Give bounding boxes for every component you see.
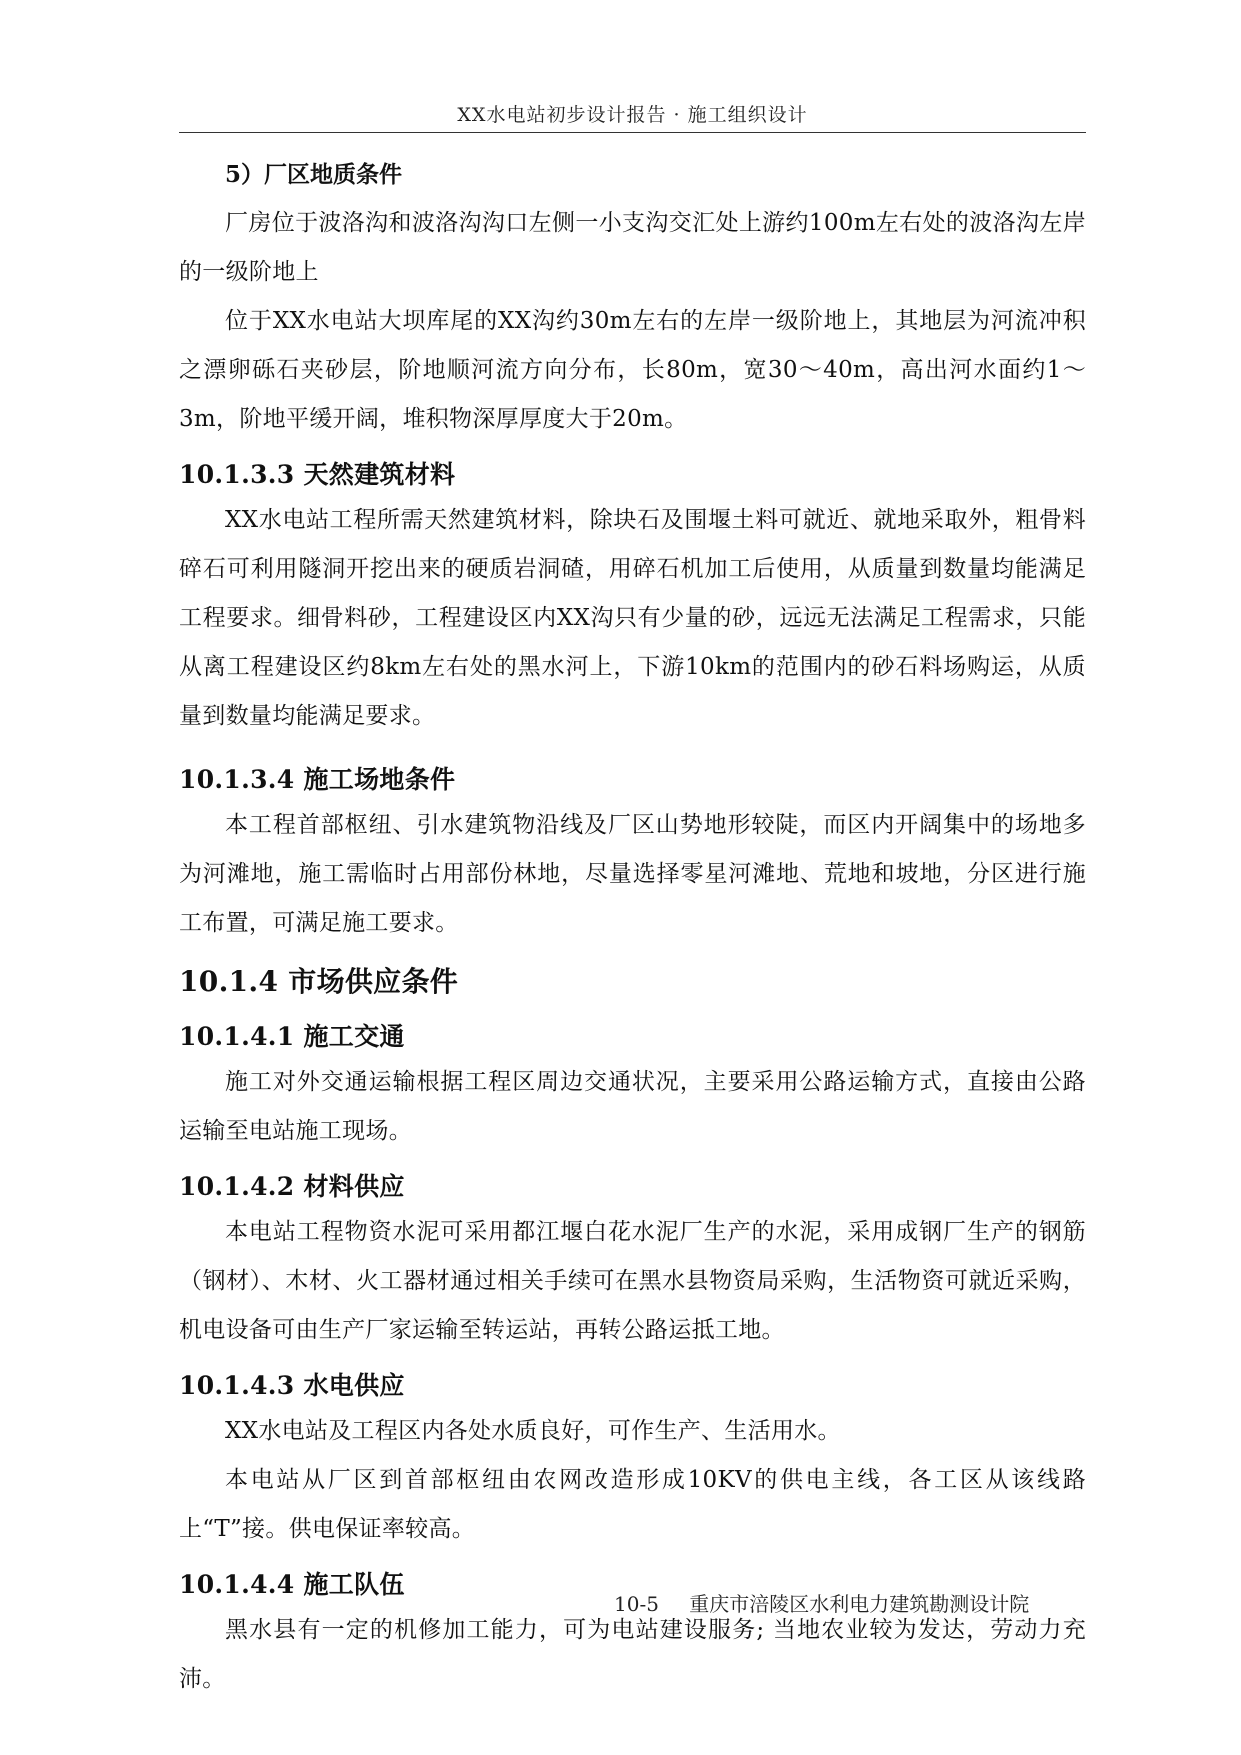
section-heading-5: 5）厂区地质条件 — [225, 161, 403, 188]
document-body — [179, 150, 1086, 1704]
paragraph: XX水电站工程所需天然建筑材料，除块石及围堰土料可就近、就地采取外，粗骨料碎石可利用隧洞开挖出来的硬质岩洞碴，用碎石机加工后使用，从质量到数量均能满足工程要求。细骨料砂，工程建设区内XX沟只有少量的砂，远远无法满足工程需求，只能从离工程建设区约8km左右处的黑水河上，下游10km的范围内的砂石料场购运，从质量到数量均能满足要求。 — [179, 507, 1086, 729]
paragraph: 厂房位于波洛沟和波洛沟沟口左侧一小支沟交汇处上游约100m左右处的波洛沟左岸的一级阶地上 — [179, 210, 1086, 285]
running-header: XX水电站初步设计报告 · 施工组织设计 — [457, 104, 808, 126]
section-heading-10-1-4-2: 10.1.4.2 材料供应 — [179, 1172, 405, 1201]
paragraph: 本电站工程物资水泥可采用都江堰白花水泥厂生产的水泥，采用成钢厂生产的钢筋（钢材）、木材、火工器材通过相关手续可在黑水县物资局采购，生活物资可就近采购，机电设备可由生产厂家运输至转运站，再转公路运抵工地。 — [179, 1219, 1086, 1343]
section-heading-10-1-4-4: 10.1.4.4 施工队伍 — [179, 1570, 405, 1599]
section-heading-10-1-4: 10.1.4 市场供应条件 — [179, 965, 459, 998]
section-heading-10-1-3-3: 10.1.3.3 天然建筑材料 — [179, 460, 456, 489]
paragraph: 本工程首部枢纽、引水建筑物沿线及厂区山势地形较陡，而区内开阔集中的场地多为河滩地，施工需临时占用部份林地，尽量选择零星河滩地、荒地和坡地，分区进行施工布置，可满足施工要求。 — [179, 812, 1086, 936]
section-heading-10-1-4-3: 10.1.4.3 水电供应 — [179, 1371, 405, 1400]
paragraph: 施工对外交通运输根据工程区周边交通状况，主要采用公路运输方式，直接由公路运输至电站施工现场。 — [179, 1069, 1086, 1144]
section-heading-10-1-4-1: 10.1.4.1 施工交通 — [179, 1022, 405, 1051]
page-number: 10-5 — [614, 1592, 659, 1616]
paragraph: 本电站从厂区到首部枢纽由农网改造形成10KV的供电主线，各工区从该线路上“T”接。供电保证率较高。 — [179, 1467, 1086, 1542]
paragraph: 位于XX水电站大坝库尾的XX沟约30m左右的左岸一级阶地上，其地层为河流冲积之漂卵砾石夹砂层，阶地顺河流方向分布，长80m，宽30～40m，高出河水面约1～3m，阶地平缓开阔，堆积物深厚厚度大于20m。 — [179, 308, 1086, 432]
section-heading-10-1-3-4: 10.1.3.4 施工场地条件 — [179, 765, 456, 794]
header-rule — [179, 132, 1086, 133]
page-footer — [614, 1588, 1029, 1617]
footer-organization: 重庆市涪陵区水利电力建筑勘测设计院 — [689, 1592, 1030, 1616]
paragraph: 黑水县有一定的机修加工能力，可为电站建设服务; 当地农业较为发达，劳动力充沛。 — [179, 1617, 1086, 1692]
paragraph: XX水电站及工程区内各处水质良好，可作生产、生活用水。 — [225, 1418, 841, 1444]
